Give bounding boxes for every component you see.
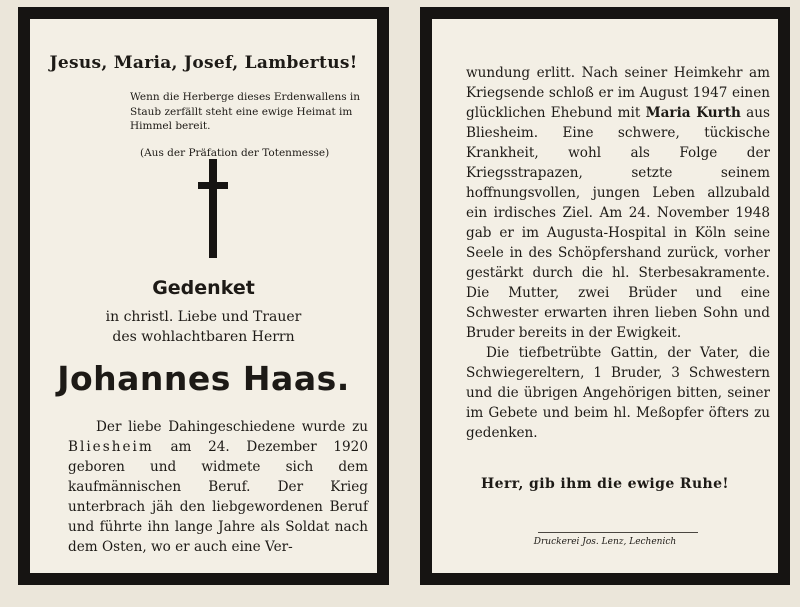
printer-divider: [538, 532, 698, 533]
invocation-heading: Jesus, Maria, Josef, Lambertus!: [49, 53, 358, 73]
biography-text: [68, 417, 368, 557]
left-card-page: [18, 7, 389, 585]
motto-text: Wenn die Herberge dieses Erdenwallens in Staub zerfällt steht eine ewige Heimat im Himmel bereit.: [130, 91, 361, 132]
bio-cont-a: wundung erlitt. Nach seiner Heimkehr am Kriegsende schloß er im August 1947 einen glücklichen Ehebund mit: [466, 65, 770, 121]
prayer-line: Herr, gib ihm die ewige Ruhe!: [481, 476, 729, 492]
intro-line-1: in christl. Liebe und Trauer: [105, 309, 302, 325]
printer-credit: Druckerei Jos. Lenz, Lechenich: [533, 537, 677, 547]
bio-cont-b: aus Bliesheim. Eine schwere, tückische Krankheit, wohl als Folge der Kriegsstrapazen, setzte seinem hoffnungsvollen, jungen Leben allzubald ein irdisches Ziel. Am 24. November 1948 gab er im Augusta-Hospital in Köln seine Seele in des Schöpfershand zurück, vorher gestärkt durch die hl. Sterbesakramente. Die Mutter, zwei Brüder und eine Schwester erwarten ihren lieben Sohn und Bruder bereits in der Ewigkeit.: [466, 105, 770, 341]
biography-continued: [466, 63, 770, 443]
motto-source: (Aus der Präfation der Totenmesse): [140, 147, 330, 159]
cross-icon: [198, 159, 228, 259]
gedenket-heading: Gedenket: [152, 277, 255, 299]
intro-line-2: des wohlachtbaren Herrn: [112, 329, 295, 345]
wife-name: Maria Kurth: [645, 105, 741, 121]
right-card-page: [420, 7, 790, 585]
bio-start: Der liebe Dahingeschiedene wurde zu: [96, 419, 368, 435]
bio-rest: am 24. Dezember 1920 geboren und widmete sich dem kaufmännischen Beruf. Der Krieg unterbrach jäh den liebgewordenen Beruf und führte ihn lange Jahre als Soldat nach dem Osten, wo er auch eine Ver-: [68, 439, 368, 555]
family-request: Die tiefbetrübte Gattin, der Vater, die Schwiegereltern, 1 Bruder, 3 Schwestern und die übrigen Angehörigen bitten, seiner im Gebete und beim hl. Meßopfer öfters zu gedenken.: [466, 345, 770, 441]
deceased-name: Johannes Haas.: [57, 359, 350, 398]
bio-place: Bliesheim: [68, 439, 154, 455]
